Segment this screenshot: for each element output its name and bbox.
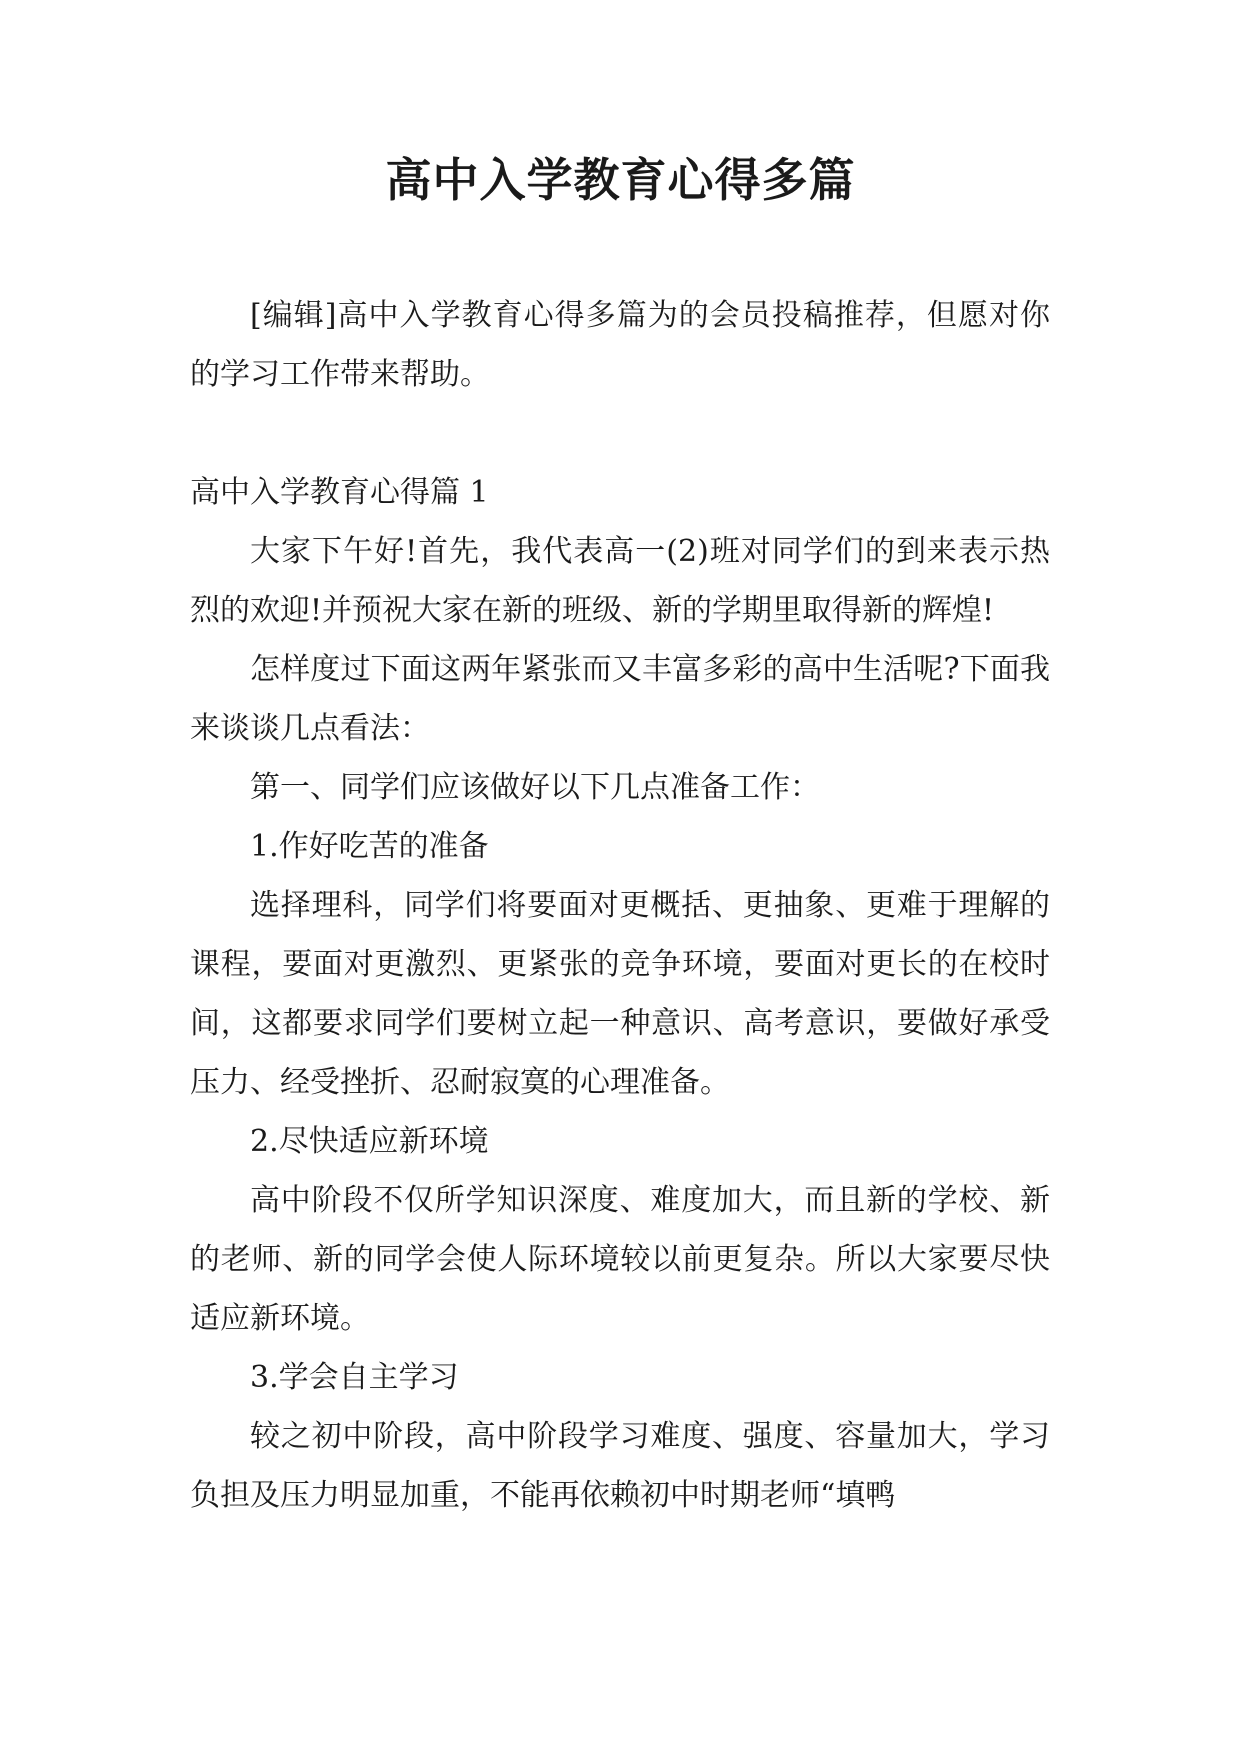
list-heading: 1.作好吃苦的准备 — [250, 829, 489, 864]
list-heading: 2.尽快适应新环境 — [250, 1124, 489, 1159]
paragraph: 第一、同学们应该做好以下几点准备工作： — [250, 770, 820, 805]
intro-paragraph: [编辑]高中入学教育心得多篇为的会员投稿推荐，但愿对你的学习工作带来帮助。 — [190, 298, 1050, 392]
paragraph: 大家下午好!首先，我代表高一(2)班对同学们的到来表示热烈的欢迎!并预祝大家在新的班级、新的学期里取得新的辉煌! — [190, 534, 1050, 628]
paragraph: 选择理科，同学们将要面对更概括、更抽象、更难于理解的课程，要面对更激烈、更紧张的竞争环境，要面对更长的在校时间，这都要求同学们要树立起一种意识、高考意识，要做好承受压力、经受挫折、忍耐寂寞的心理准备。 — [190, 888, 1050, 1100]
document-body — [190, 286, 1050, 1525]
paragraph-gap — [190, 404, 1050, 463]
document-title: 高中入学教育心得多篇 — [385, 153, 856, 207]
list-heading: 3.学会自主学习 — [250, 1360, 459, 1395]
section-heading: 高中入学教育心得篇 1 — [190, 475, 489, 510]
paragraph: 怎样度过下面这两年紧张而又丰富多彩的高中生活呢?下面我来谈谈几点看法： — [190, 652, 1050, 746]
paragraph: 较之初中阶段，高中阶段学习难度、强度、容量加大，学习负担及压力明显加重，不能再依赖初中时期老师“填鸭 — [190, 1419, 1050, 1513]
paragraph: 高中阶段不仅所学知识深度、难度加大，而且新的学校、新的老师、新的同学会使人际环境较以前更复杂。所以大家要尽快适应新环境。 — [190, 1183, 1050, 1336]
